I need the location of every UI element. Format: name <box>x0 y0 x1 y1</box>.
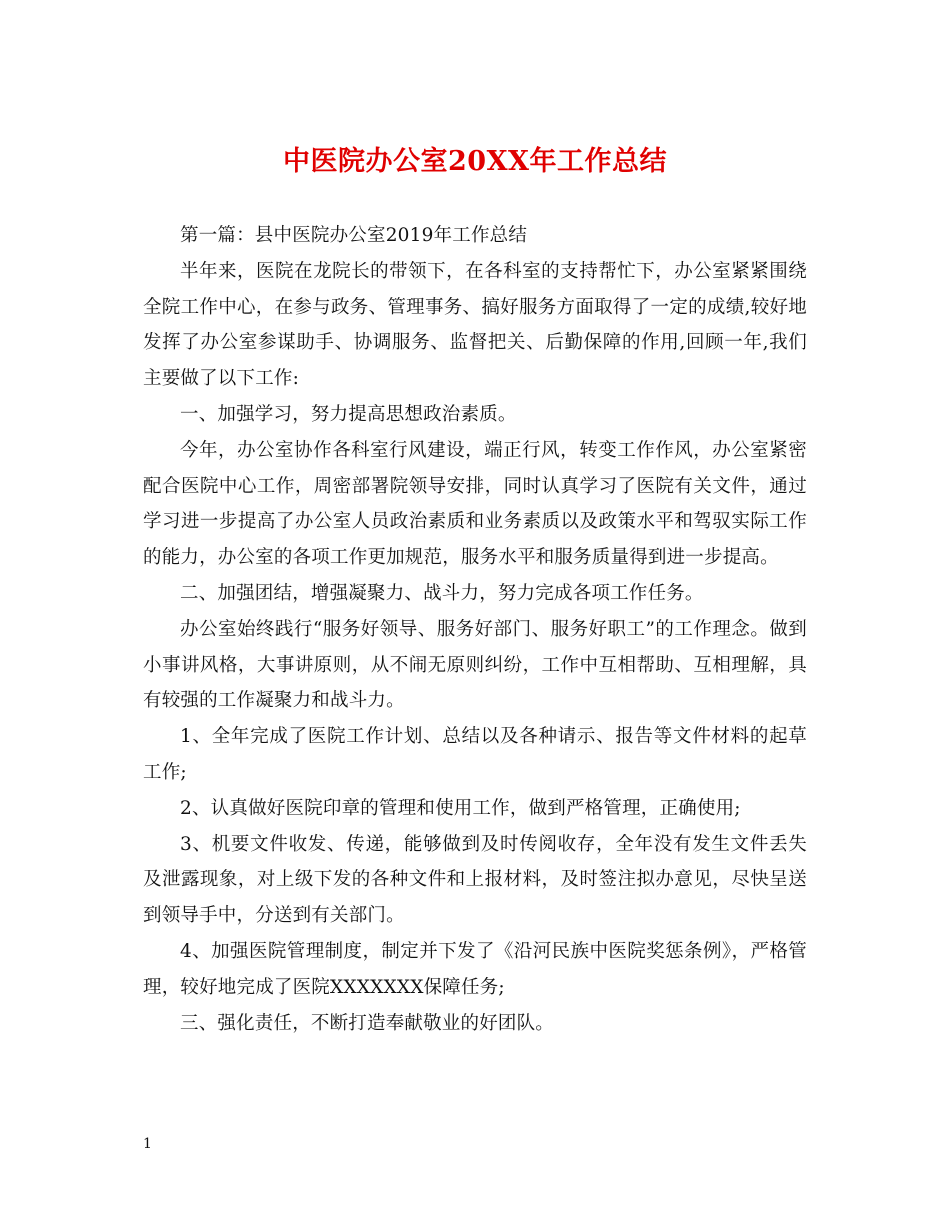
document-body <box>143 218 807 1041</box>
paragraph-study: 今年，办公室协作各科室行风建设，端正行风，转变工作作风，办公室紧密配合医院中心工作，周密部署院领导安排，同时认真学习了医院有关文件，通过学习进一步提高了办公室人员政治素质和业务素质以及政策水平和驾驭实际工作的能力，办公室的各项工作更加规范，服务水平和服务质量得到进一步提高。 <box>143 439 807 569</box>
paragraph-unity: 办公室始终践行“服务好领导、服务好部门、服务好职工”的工作理念。做到小事讲风格，大事讲原则，从不闹无原则纠纷，工作中互相帮助、互相理解，具有较强的工作凝聚力和战斗力。 <box>143 618 807 712</box>
paragraph-item-3: 3、机要文件收发、传递，能够做到及时传阅收存，全年没有发生文件丢失及泄露现象，对上级下发的各种文件和上报材料，及时签注拟办意见，尽快呈送到领导手中，分送到有关部门。 <box>143 833 807 927</box>
page-number: 1 <box>143 1136 152 1152</box>
paragraph-subtitle: 第一篇：县中医院办公室2019年工作总结 <box>180 225 528 246</box>
paragraph-item-2: 2、认真做好医院印章的管理和使用工作，做到严格管理，正确使用; <box>180 797 741 819</box>
document-title: 中医院办公室20XX年工作总结 <box>283 146 667 177</box>
paragraph-item-1: 1、全年完成了医院工作计划、总结以及各种请示、报告等文件材料的起草工作; <box>143 726 807 783</box>
paragraph-item-4: 4、加强医院管理制度，制定并下发了《沿河民族中医院奖惩条例》，严格管理，较好地完成了医院XXXXXXX保障任务; <box>143 940 807 998</box>
paragraph-heading-2: 二、加强团结，增强凝聚力、战斗力，努力完成各项工作任务。 <box>180 582 704 604</box>
paragraph-intro: 半年来，医院在龙院长的带领下，在各科室的支持帮忙下，办公室紧紧围绕全院工作中心，在参与政务、管理事务、搞好服务方面取得了一定的成绩,较好地发挥了办公室参谋助手、协调服务、监督把关、后勤保障的作用,回顾一年,我们主要做了以下工作: <box>143 260 807 390</box>
paragraph-heading-3: 三、强化责任，不断打造奉献敬业的好团队。 <box>180 1012 555 1034</box>
paragraph-heading-1: 一、加强学习，努力提高思想政治素质。 <box>180 403 517 425</box>
